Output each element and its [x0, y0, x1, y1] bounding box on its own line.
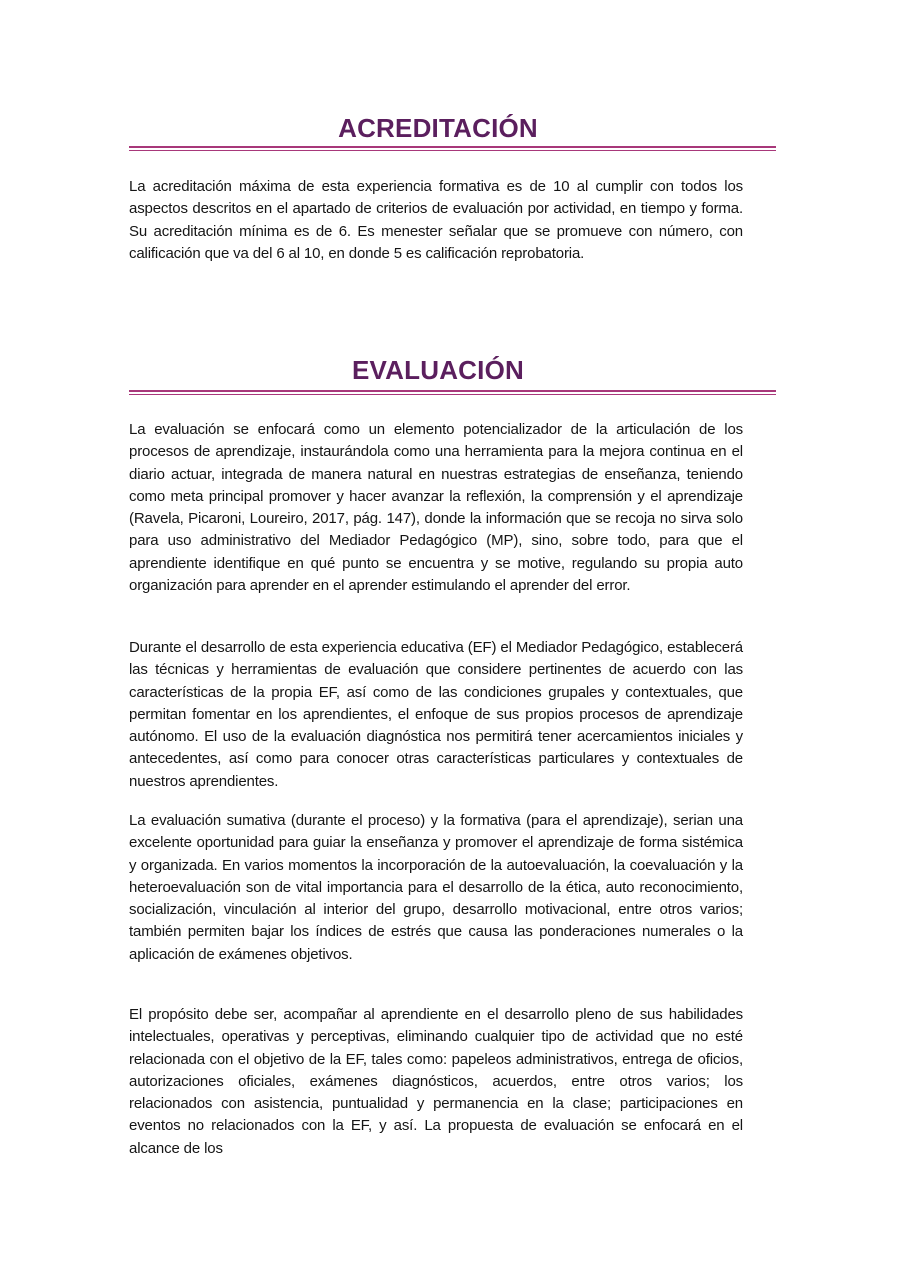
section-divider-evaluacion	[129, 390, 776, 395]
evaluacion-paragraph-3: La evaluación sumativa (durante el proceso) y la formativa (para el aprendizaje), serian una excelente oportunidad para guiar la enseñanza y promover el aprendizaje de forma sistémica y organizada. En varios momentos la incorporación de la autoevaluación, la coevaluación y la heteroevaluación son de vital importancia para el desarrollo de la ética, auto reconocimiento, socialización, vinculación al interior del grupo, desarrollo motivacional, entre otros varios; también permiten bajar los índices de estrés que causa las ponderaciones numerales o la aplicación de exámenes objetivos.	[129, 812, 743, 963]
section-title-acreditacion: ACREDITACIÓN	[338, 113, 538, 143]
evaluacion-paragraph-2: Durante el desarrollo de esta experiencia educativa (EF) el Mediador Pedagógico, establecerá las técnicas y herramientas de evaluación que considere pertinentes de acuerdo con las características de la propia EF, así como de las condiciones grupales y contextuales, que permitan fomentar en los aprendientes, el enfoque de sus propios procesos de aprendizaje autónomo. El uso de la evaluación diagnóstica nos permitirá tener acercamientos iniciales y antecedentes, así como para conocer otras características particulares y contextuales de nuestros aprendientes.	[129, 639, 743, 790]
section-divider-acreditacion	[129, 146, 776, 151]
evaluacion-paragraph-4: El propósito debe ser, acompañar al aprendiente en el desarrollo pleno de sus habilidades intelectuales, operativas y perceptivas, eliminando cualquier tipo de actividad que no esté relacionada con el objetivo de la EF, tales como: papeleos administrativos, entrega de oficios, autorizaciones oficiales, exámenes diagnósticos, acuerdos, entre otros varios; los relacionados con asistencia, puntualidad y permanencia en la clase; participaciones en eventos no relacionados con la EF, y así. La propuesta de evaluación se enfocará en el alcance de los	[129, 1006, 743, 1157]
acreditacion-paragraph: La acreditación máxima de esta experiencia formativa es de 10 al cumplir con todos los aspectos descritos en el apartado de criterios de evaluación por actividad, en tiempo y forma. Su acreditación mínima es de 6. Es menester señalar que se promueve con número, con calificación que va del 6 al 10, en donde 5 es calificación reprobatoria.	[129, 178, 743, 262]
evaluacion-paragraph-1: La evaluación se enfocará como un elemento potencializador de la articulación de los procesos de aprendizaje, instaurándola como una herramienta para la mejora continua en el diario actuar, integrada de manera natural en nuestras estrategias de enseñanza, teniendo como meta principal promover y hacer avanzar la reflexión, la comprensión y el aprendizaje (Ravela, Picaroni, Loureiro, 2017, pág. 147), donde la información que se recoja no sirva solo para uso administrativo del Mediador Pedagógico (MP), sino, sobre todo, para que el aprendiente identifique en qué punto se encuentra y se motive, regulando su propia auto organización para aprender en el aprender estimulando el aprender del error.	[129, 421, 743, 595]
section-title-evaluacion: EVALUACIÓN	[352, 355, 524, 385]
